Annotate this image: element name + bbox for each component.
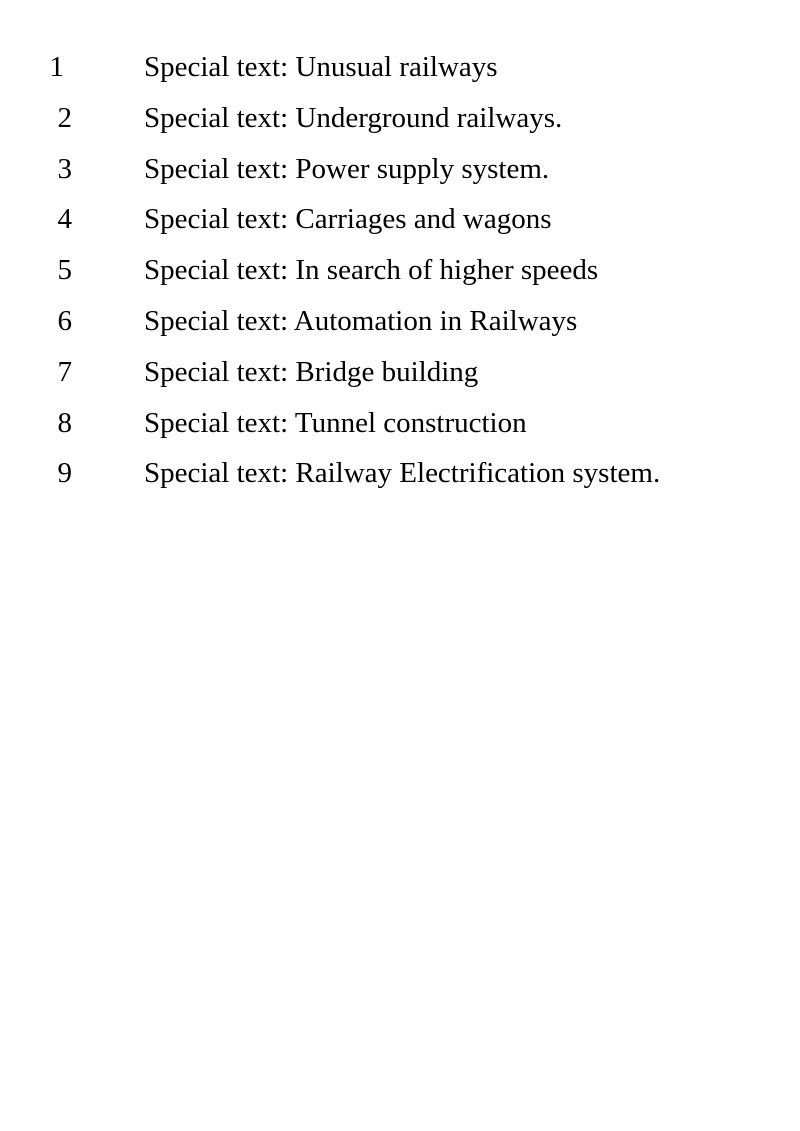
- item-number: 8: [57, 406, 72, 439]
- item-text: Special text: Unusual railways: [144, 51, 498, 83]
- list-item: [0, 299, 800, 350]
- item-number: 1: [49, 51, 64, 83]
- item-number: 7: [57, 355, 72, 388]
- list-item: [0, 401, 800, 452]
- item-text: Special text: Tunnel construction: [144, 406, 527, 439]
- item-text: Special text: Underground railways.: [144, 101, 563, 134]
- numbered-list: [0, 45, 800, 502]
- list-item: [0, 197, 800, 248]
- list-item: [0, 45, 800, 96]
- item-text: Special text: Carriages and wagons: [144, 203, 552, 236]
- list-item: [0, 451, 800, 502]
- item-number: 5: [57, 254, 72, 287]
- item-number: 2: [57, 101, 72, 134]
- item-number: 3: [57, 152, 72, 185]
- list-item: [0, 350, 800, 401]
- item-text: Special text: Automation in Railways: [144, 304, 578, 337]
- item-number: 6: [57, 304, 72, 337]
- list-item: [0, 96, 800, 147]
- item-text: Special text: Bridge building: [144, 355, 479, 388]
- item-text: Special text: Power supply system.: [144, 152, 550, 185]
- item-text: Special text: Railway Electrification system.: [144, 457, 661, 490]
- item-number: 4: [57, 203, 72, 236]
- list-item: [0, 147, 800, 198]
- item-text: Special text: In search of higher speeds: [144, 254, 599, 287]
- list-item: [0, 248, 800, 299]
- item-number: 9: [57, 457, 72, 490]
